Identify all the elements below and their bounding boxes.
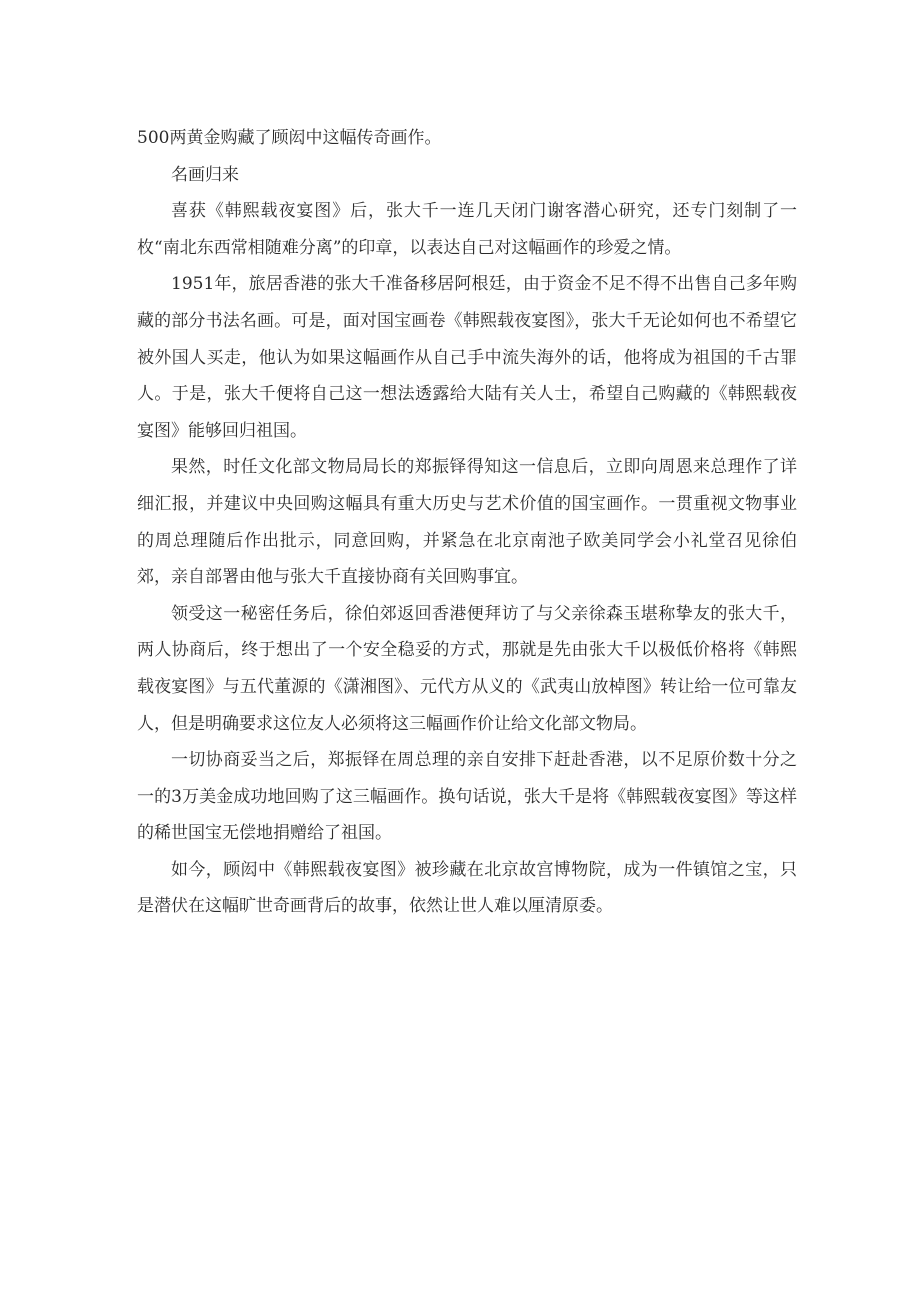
paragraph-continuation: 500两黄金购藏了顾闳中这幅传奇画作。	[137, 128, 442, 148]
paragraph: 果然，时任文化部文物局局长的郑振铎得知这一信息后，立即向周恩来总理作了详细汇报，并建议中央回购这幅具有重大历史与艺术价值的国宝画作。一贯重视文物事业的周总理随后作出批示，同意回购，并紧急在北京南池子欧美同学会小礼堂召见徐伯郊，亲自部署由他与张大千直接协商有关回购事宜。	[137, 457, 797, 588]
article-body	[137, 120, 797, 925]
paragraph: 1951年，旅居香港的张大千准备移居阿根廷，由于资金不足不得不出售自己多年购藏的部分书法名画。可是，面对国宝画卷《韩熙载夜宴图》，张大千无论如何也不希望它被外国人买走，他认为如果这幅画作从自己手中流失海外的话，他将成为祖国的千古罪人。于是，张大千便将自己这一想法透露给大陆有关人士，希望自己购藏的《韩熙载夜宴图》能够回归祖国。	[137, 274, 797, 441]
paragraph: 一切协商妥当之后，郑振铎在周总理的亲自安排下赶赴香港，以不足原价数十分之一的3万美金成功地回购了这三幅画作。换句话说，张大千是将《韩熙载夜宴图》等这样的稀世国宝无偿地捐赠给了祖国。	[137, 750, 797, 844]
paragraph: 如今，顾闳中《韩熙载夜宴图》被珍藏在北京故宫博物院，成为一件镇馆之宝，只是潜伏在这幅旷世奇画背后的故事，依然让世人难以厘清原委。	[137, 859, 797, 917]
paragraph: 领受这一秘密任务后，徐伯郊返回香港便拜访了与父亲徐森玉堪称挚友的张大千，两人协商后，终于想出了一个安全稳妥的方式，那就是先由张大千以极低价格将《韩熙载夜宴图》与五代董源的《潇湘图》、元代方从义的《武夷山放棹图》转让给一位可靠友人，但是明确要求这位友人必须将这三幅画作价让给文化部文物局。	[137, 603, 797, 734]
section-heading: 名画归来	[171, 164, 239, 185]
paragraph: 喜获《韩熙载夜宴图》后，张大千一连几天闭门谢客潜心研究，还专门刻制了一枚“南北东西常相随难分离”的印章，以表达自己对这幅画作的珍爱之情。	[137, 201, 797, 258]
